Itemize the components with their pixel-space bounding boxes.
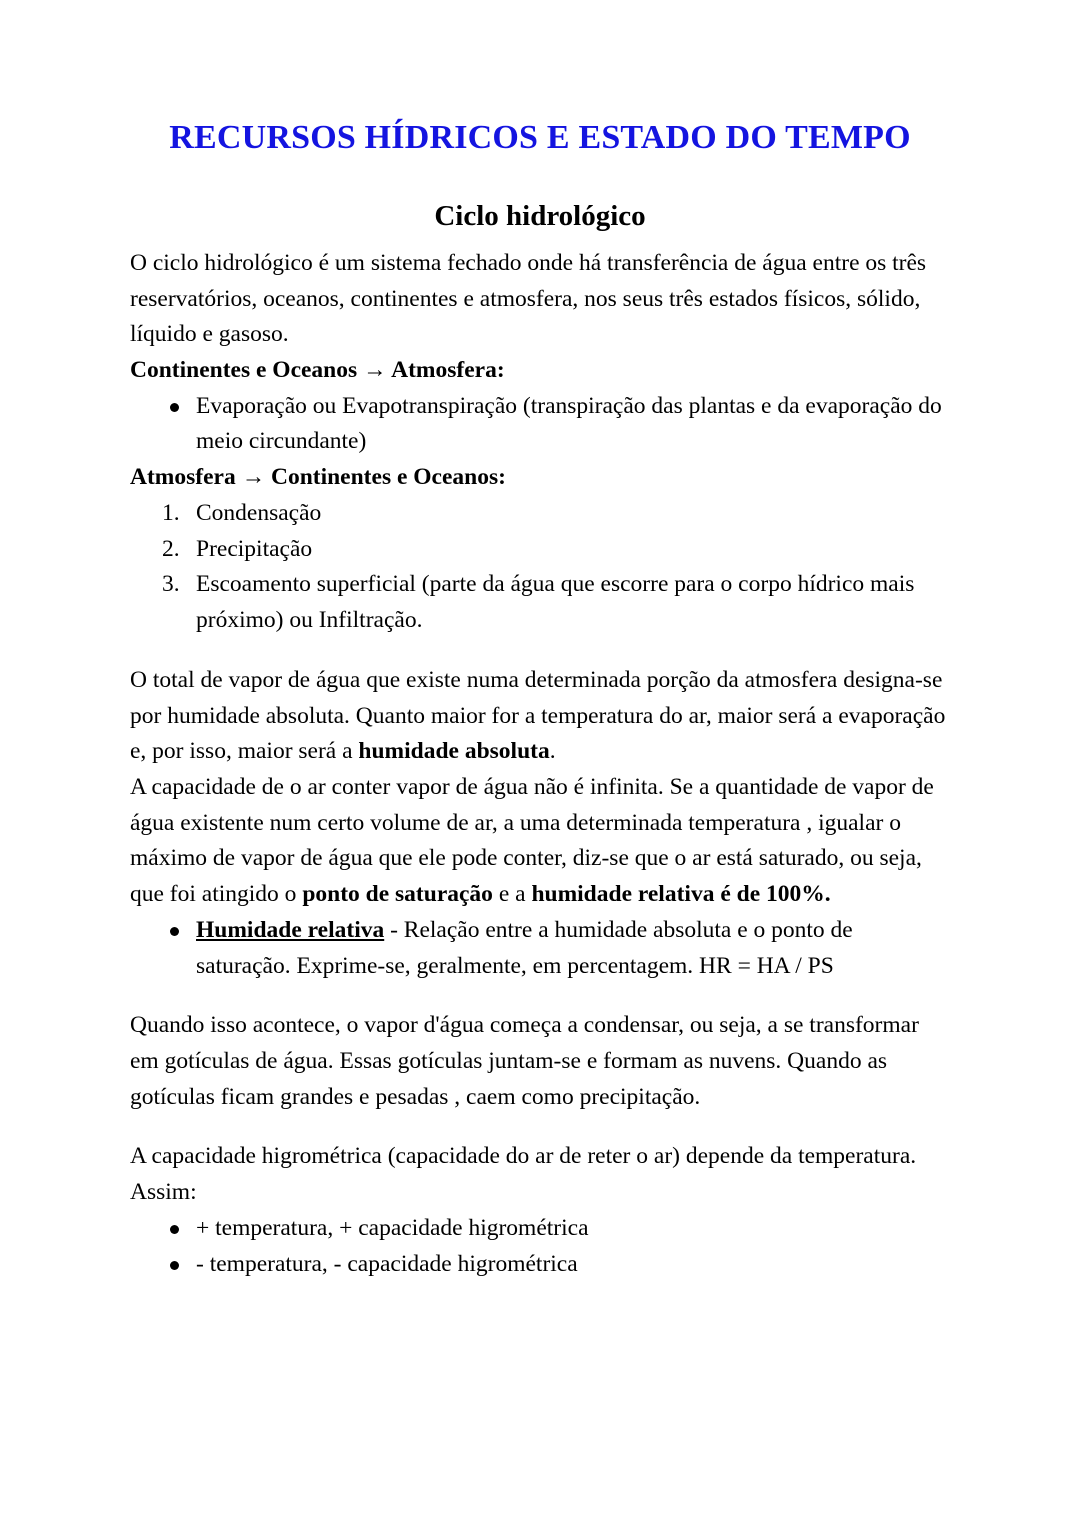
paragraph-ponto-saturacao <box>130 770 950 913</box>
paragraph-intro: O ciclo hidrológico é um sistema fechado onde há transferência de água entre os três reservatórios, oceanos, continentes e atmosfera, nos seus três estados físicos, sólido, líquido e gasoso. <box>130 249 927 348</box>
definition-text: Relação entre a humidade absoluta e o ponto de saturação. Exprime-se, geralmente, em percentagem. HR = HA / PS <box>196 916 853 979</box>
list-item <box>130 913 950 984</box>
list-item: Condensação <box>196 499 322 526</box>
list-item: Escoamento superficial (parte da água que escorre para o corpo hídrico mais próximo) ou Infiltração. <box>196 571 915 634</box>
list-item: + temperatura, + capacidade higrométrica <box>130 1211 950 1247</box>
paragraph-condensacao: Quando isso acontece, o vapor d'água começa a condensar, ou seja, a se transformar em gotículas de água. Essas gotículas juntam-se e formam as nuvens. Quando as gotículas ficam grandes e pesadas , caem como precipitação. <box>130 1012 919 1110</box>
paragraph-humidade-absoluta <box>130 663 950 770</box>
paragraph-text-mid: e a <box>492 881 532 908</box>
term-humidade-relativa: Humidade relativa <box>196 916 385 943</box>
paragraph-capacidade-higrometrica: A capacidade higrométrica (capacidade do ar de reter o ar) depende da temperatura. Assim: <box>130 1143 917 1206</box>
document-content <box>130 118 950 1282</box>
list-item: Evaporação ou Evapotranspiração (transpiração das plantas e da evaporação do meio circundante) <box>130 389 950 460</box>
right-arrow-icon: → <box>363 357 387 384</box>
heading-text-after-arrow: Continentes e Oceanos: <box>265 464 506 491</box>
paragraph-text: A capacidade de o ar conter vapor de água não é infinita. Se a quantidade de vapor de água existente num certo volume de ar, a uma determinada temperatura , igualar o máximo de vapor de água que ele pode conter, diz-se que o ar está saturado, ou seja, que foi atingido o <box>130 773 934 908</box>
definition-separator: - <box>384 916 404 943</box>
heading-text-before-arrow: Continentes e Oceanos <box>130 357 364 384</box>
heading-atmosfera-continentes-oceanos <box>130 460 950 496</box>
list-definicao-humidade-relativa <box>130 913 950 984</box>
list-item: - temperatura, - capacidade higrométrica <box>130 1247 950 1283</box>
right-arrow-icon: → <box>241 464 266 491</box>
list-capacidade-higrometrica <box>130 1211 950 1282</box>
page-title: RECURSOS HÍDRICOS E ESTADO DO TEMPO <box>169 119 911 156</box>
term-ponto-de-saturacao: ponto de saturação <box>302 881 493 908</box>
list-atmosfera-processos <box>130 496 950 639</box>
paragraph-text: O total de vapor de água que existe numa determinada porção da atmosfera designa-se por humidade absoluta. Quanto maior for a temperatura do ar, maior será a evaporação e, por isso, maior será a <box>130 666 946 765</box>
list-continentes-oceanos <box>130 389 950 460</box>
paragraph-text-end: . <box>549 738 556 765</box>
heading-text-before-arrow: Atmosfera <box>130 464 242 491</box>
list-item: Precipitação <box>196 535 313 562</box>
section-heading-ciclo-hidrologico: Ciclo hidrológico <box>434 200 646 233</box>
heading-text-after-arrow: Atmosfera: <box>386 357 505 384</box>
term-humidade-absoluta: humidade absoluta <box>358 738 550 765</box>
term-humidade-relativa-100: humidade relativa é de 100%. <box>531 881 831 908</box>
heading-continentes-oceanos-atmosfera <box>130 353 950 389</box>
